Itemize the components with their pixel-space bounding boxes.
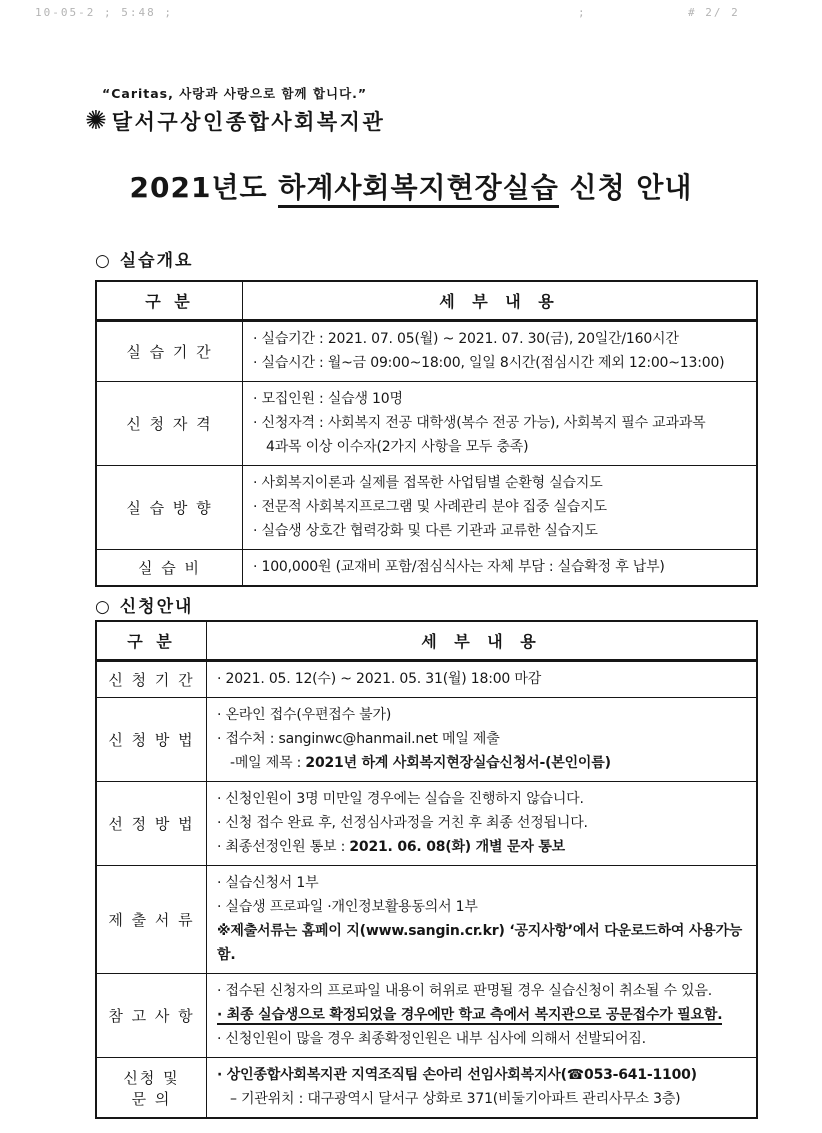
row-label: 제 출 서 류 (97, 866, 207, 973)
content-line: · 전문적 사회복지프로그램 및 사례관리 분야 집중 실습지도 (253, 499, 607, 515)
fax-page-number: # 2/ 2 (688, 6, 740, 19)
table-row (97, 322, 756, 382)
section-heading-application-guide: ○ 신청안내 (95, 597, 194, 617)
row-content (243, 382, 756, 465)
fax-timestamp: 10-05-2 ; 5:48 ; (35, 6, 173, 19)
fax-separator: ; (578, 6, 587, 19)
content-line: ※제출서류는 홈페이 지(www.sangin.cr.kr) ‘공지사항’에서 다운로드하여 사용가능함. (217, 923, 743, 963)
application-guide-table (95, 620, 758, 1119)
content-line: · 신청인원이 3명 미만일 경우에는 실습을 진행하지 않습니다. (217, 791, 584, 807)
row-label: 선 정 방 법 (97, 782, 207, 865)
row-label: 실 습 비 (97, 550, 243, 585)
header-cell-category: 구 분 (97, 282, 243, 319)
title-suffix: 신청 안내 (558, 171, 693, 204)
org-name-row (85, 106, 385, 136)
row-label: 실 습 기 간 (97, 322, 243, 381)
table-row (97, 662, 756, 698)
table-row (97, 382, 756, 466)
table-body (97, 322, 756, 585)
content-line: · 신청인원이 많을 경우 최종확정인원은 내부 심사에 의해서 선발되어짐. (217, 1031, 646, 1047)
content-line: · 2021. 05. 12(수) ~ 2021. 05. 31(월) 18:00 마감 (217, 671, 542, 687)
content-line: · 상인종합사회복지관 지역조직팀 손아리 선임사회복지사(☎053-641-1100) (217, 1067, 697, 1083)
practicum-overview-table (95, 280, 758, 587)
content-line: · 접수된 신청자의 프로파일 내용이 허위로 판명될 경우 실습신청이 취소될 수 있음. (217, 983, 712, 999)
content-line: · 실습생 상호간 협력강화 및 다른 기관과 교류한 실습지도 (253, 523, 598, 539)
table-row (97, 974, 756, 1058)
row-label: 신 청 기 간 (97, 662, 207, 697)
title-underlined-phrase: 하계사회복지현장실습 (278, 171, 558, 208)
row-label: 신 청 방 법 (97, 698, 207, 781)
org-name: 달서구상인종합사회복지관 (111, 110, 386, 134)
content-line: · 모집인원 : 실습생 10명 (253, 391, 403, 407)
header-cell-details: 세 부 내 용 (439, 292, 560, 311)
row-content (207, 662, 756, 697)
table-header-row (97, 282, 756, 322)
content-line: · 접수처 : sanginwc@hanmail.net 메일 제출 (217, 731, 500, 747)
row-content (207, 866, 756, 973)
organization-header (85, 84, 385, 136)
content-line: · 실습시간 : 월~금 09:00~18:00, 일일 8시간(점심시간 제외 12:00~13:00) (253, 355, 725, 371)
content-line: · 실습생 프로파일 ·개인정보활용동의서 1부 (217, 899, 478, 915)
row-content (207, 782, 756, 865)
content-line: · 신청자격 : 사회복지 전공 대학생(복수 전공 가능), 사회복지 필수 교과과목 (253, 415, 706, 431)
row-label: 실 습 방 향 (97, 466, 243, 549)
table-row (97, 782, 756, 866)
fax-header (0, 6, 822, 22)
content-line: – 기관위치 : 대구광역시 달서구 상화로 371(비둘기아파트 관리사무소 3층) (230, 1091, 681, 1107)
table-row (97, 466, 756, 550)
row-content (243, 466, 756, 549)
content-line: · 신청 접수 완료 후, 선정심사과정을 거친 후 최종 선정됩니다. (217, 815, 588, 831)
content-line: · 실습기간 : 2021. 07. 05(월) ~ 2021. 07. 30(금), 20일간/160시간 (253, 331, 679, 347)
org-slogan: “Caritas, 사랑과 사랑으로 함께 합니다.” (102, 86, 368, 101)
row-content (207, 974, 756, 1057)
row-content (207, 1058, 756, 1117)
row-label: 참 고 사 항 (97, 974, 207, 1057)
table-row (97, 866, 756, 974)
table-row (97, 550, 756, 585)
org-logo-flower-icon: ✺ (85, 106, 107, 136)
content-line: · 온라인 접수(우편접수 불가) (217, 707, 392, 723)
table-row (97, 1058, 756, 1117)
content-line: · 최종선정인원 통보 : 2021. 06. 08(화) 개별 문자 통보 (217, 839, 565, 855)
table-row (97, 698, 756, 782)
header-cell-category: 구 분 (97, 622, 207, 659)
content-line: 4과목 이상 이수자(2가지 사항을 모두 충족) (266, 439, 529, 455)
title-prefix: 2021년도 (129, 171, 279, 204)
content-line: · 사회복지이론과 실제를 접목한 사업팀별 순환형 실습지도 (253, 475, 603, 491)
content-line: -메일 제목 : 2021년 하계 사회복지현장실습신청서-(본인이름) (230, 755, 611, 771)
row-label: 신청 및 문 의 (97, 1058, 207, 1117)
content-line: · 실습신청서 1부 (217, 875, 319, 891)
row-label: 신 청 자 격 (97, 382, 243, 465)
table-header-row (97, 622, 756, 662)
content-line: · 최종 실습생으로 확정되었을 경우에만 학교 측에서 복지관으로 공문접수가 필요함. (217, 1007, 723, 1023)
section-heading-practicum-overview: ○ 실습개요 (95, 251, 194, 271)
header-cell-details: 세 부 내 용 (421, 632, 542, 651)
row-content (243, 322, 756, 381)
row-content (243, 550, 756, 585)
document-title (0, 166, 822, 206)
row-content (207, 698, 756, 781)
table-body (97, 662, 756, 1117)
content-line: · 100,000원 (교재비 포함/점심식사는 자체 부담 : 실습확정 후 납부) (253, 559, 665, 575)
